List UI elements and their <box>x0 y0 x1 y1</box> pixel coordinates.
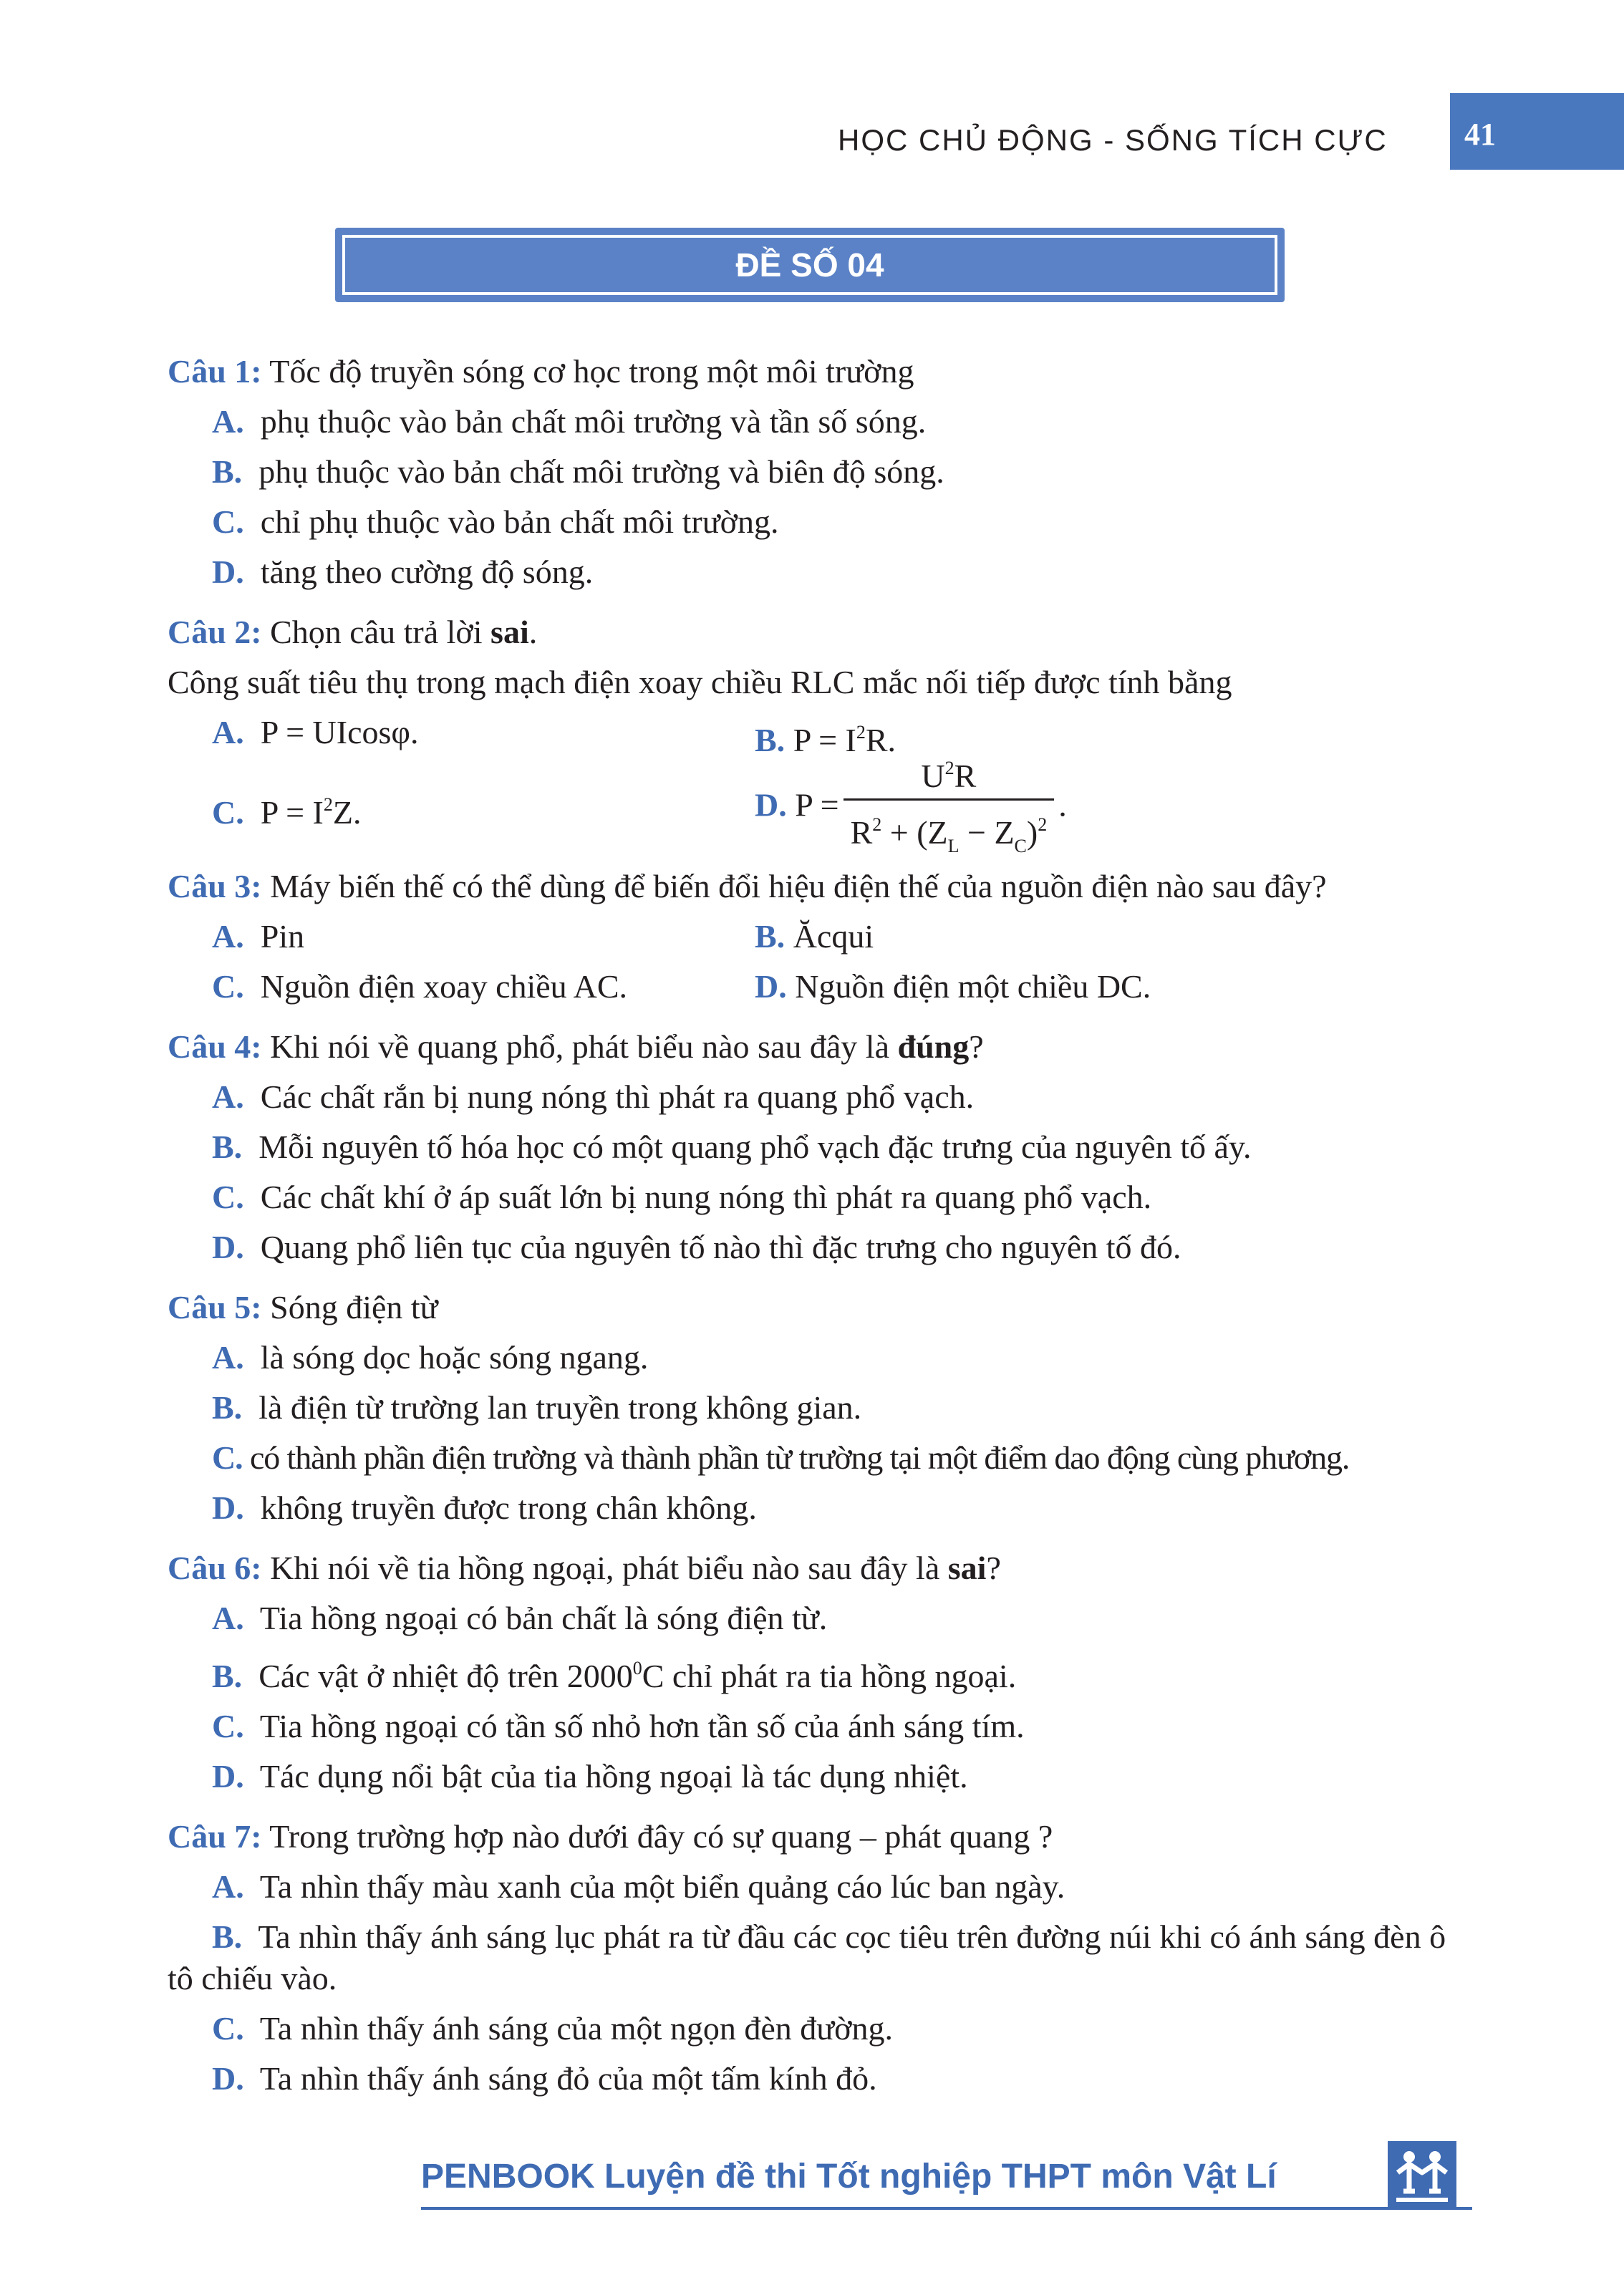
option-a: A. Pin <box>212 918 305 955</box>
option-a: A. P = UIcosφ. <box>212 714 419 750</box>
question-3 <box>168 861 1478 1012</box>
option-c: C. $P = I^2Z$. <box>212 793 362 831</box>
question-label: Câu 5: <box>168 1289 262 1325</box>
option-b: B. Mỗi nguyên tố hóa học có một quang phổ vạch đặc trưng của nguyên tố ấy. <box>212 1129 1252 1165</box>
option-d: D. Quang phổ liên tục của nguyên tố nào thì đặc trưng cho nguyên tố đó. <box>212 1229 1181 1265</box>
footer-rule <box>421 2207 1472 2210</box>
question-label: Câu 6: <box>168 1550 262 1586</box>
question-stem: Câu 6: Khi nói về tia hồng ngoại, phát biểu nào sau đây là sai? <box>168 1550 1001 1586</box>
power-fraction <box>844 746 1055 871</box>
option-a: A. Các chất rắn bị nung nóng thì phát ra quang phổ vạch. <box>212 1078 975 1115</box>
question-6 <box>168 1543 1478 1802</box>
option-c: C. Nguồn điện xoay chiều AC. <box>212 968 628 1005</box>
fraction-denominator: $R^2 + (Z_L - Z_C)^2$ <box>850 814 1048 856</box>
question-stem-line-2: Công suất tiêu thụ trong mạch điện xoay chiều RLC mắc nối tiếp được tính bằng <box>168 664 1232 700</box>
exam-title: ĐỀ SỐ 04 <box>342 235 1277 295</box>
question-stem: Câu 4: Khi nói về quang phổ, phát biểu nào sau đây là đúng? <box>168 1028 984 1065</box>
exam-title-box <box>335 228 1285 302</box>
running-header: HỌC CHỦ ĐỘNG - SỐNG TÍCH CỰC <box>838 123 1388 157</box>
option-a: A. là sóng dọc hoặc sóng ngang. <box>212 1339 649 1376</box>
option-a: A. Ta nhìn thấy màu xanh của một biển quảng cáo lúc ban ngày. <box>212 1868 1065 1905</box>
question-stem: Câu 3: Máy biến thế có thể dùng để biến đổi hiệu điện thế của nguồn điện nào sau đây? <box>168 868 1327 904</box>
question-label: Câu 3: <box>168 868 262 904</box>
question-2 <box>168 607 1478 856</box>
option-d: D. P = $\frac{U^2R}{R^2 + (Z_L - Z_C)^2}$ . <box>712 746 1428 871</box>
option-d: D. không truyền được trong chân không. <box>212 1489 757 1526</box>
question-1 <box>168 347 1478 597</box>
option-b: B. Ta nhìn thấy ánh sáng lục phát ra từ đầu các cọc tiêu trên đường núi khi có ánh sáng đèn ô tô chiếu vào. <box>168 1918 1446 1996</box>
question-label: Câu 1: <box>168 353 262 390</box>
people-icon <box>1388 2141 1456 2210</box>
option-a: A. Tia hồng ngoại có bản chất là sóng điện từ. <box>212 1600 828 1636</box>
question-7 <box>168 1812 1478 2104</box>
option-b: B. phụ thuộc vào bản chất môi trường và biên độ sóng. <box>212 453 944 490</box>
question-stem: Câu 5: Sóng điện từ <box>168 1289 438 1325</box>
option-b: B. $P = I^2R$. <box>755 722 896 758</box>
footer-title: PENBOOK Luyện đề thi Tốt nghiệp THPT môn Vật Lí <box>421 2158 1277 2196</box>
option-c: C. Các chất khí ở áp suất lớn bị nung nóng thì phát ra quang phổ vạch. <box>212 1179 1152 1215</box>
question-stem: Câu 2: Chọn câu trả lời sai. <box>168 614 538 650</box>
options-row-ab <box>168 912 1478 962</box>
option-d: D. Tác dụng nổi bật của tia hồng ngoại là tác dụng nhiệt. <box>212 1758 968 1795</box>
option-c: C. có thành phần điện trường và thành phần từ trường tại một điểm dao động cùng phương. <box>212 1439 1350 1476</box>
option-a: A. phụ thuộc vào bản chất môi trường và tần số sóng. <box>212 403 927 440</box>
option-c: C. Ta nhìn thấy ánh sáng của một ngọn đèn đường. <box>212 2010 893 2047</box>
question-5 <box>168 1283 1478 1533</box>
question-4 <box>168 1022 1478 1272</box>
page-number: 41 <box>1464 117 1496 152</box>
option-c: C. Tia hồng ngoại có tần số nhỏ hơn tần số của ánh sáng tím. <box>212 1708 1025 1744</box>
options-row-cd <box>168 962 1478 1012</box>
question-stem: Câu 1: Tốc độ truyền sóng cơ học trong một môi trường <box>168 353 914 390</box>
option-b: B. Các vật ở nhiệt độ trên 2000$^0$C chỉ phát ra tia hồng ngoại. <box>212 1658 1017 1694</box>
page-number-tab <box>1450 93 1624 170</box>
options-row-cd <box>168 758 1478 856</box>
option-d: D. Ta nhìn thấy ánh sáng đỏ của một tấm kính đỏ. <box>212 2060 877 2097</box>
question-label: Câu 2: <box>168 614 262 650</box>
question-stem: Câu 7: Trong trường hợp nào dưới đây có sự quang – phát quang ? <box>168 1818 1053 1855</box>
option-d: D. Nguồn điện một chiều DC. <box>755 968 1151 1005</box>
option-b: B. là điện từ trường lan truyền trong không gian. <box>212 1389 862 1426</box>
question-label: Câu 4: <box>168 1028 262 1065</box>
question-label: Câu 7: <box>168 1818 262 1855</box>
option-d: D. tăng theo cường độ sóng. <box>212 554 594 590</box>
option-c: C. chỉ phụ thuộc vào bản chất môi trường. <box>212 503 779 540</box>
question-list <box>168 337 1478 2104</box>
option-b: B. Ăcqui <box>755 918 874 955</box>
fraction-numerator: $U^2R$ <box>844 746 1055 801</box>
